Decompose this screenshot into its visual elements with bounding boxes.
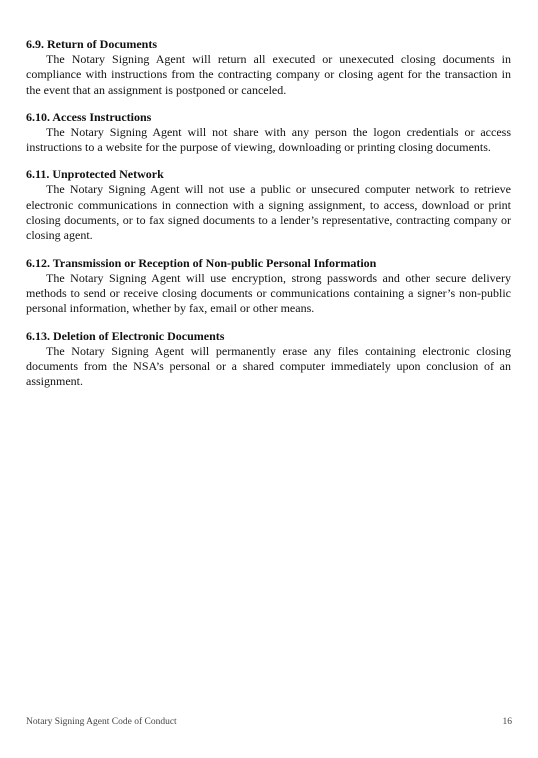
footer-title: Notary Signing Agent Code of Conduct (26, 717, 177, 727)
section-deletion-of-electronic-documents (26, 329, 511, 390)
section-heading: 6.9. Return of Documents (26, 37, 157, 51)
section-unprotected-network (26, 167, 511, 243)
section-body: The Notary Signing Agent will return all executed or unexecuted closing documents in compliance with instructions from the contracting company or closing agent for the transaction in the event that an assignment is postponed or canceled. (26, 52, 511, 97)
section-body: The Notary Signing Agent will permanently erase any files containing electronic closing documents from the NSA’s personal or a shared computer immediately upon conclusion of an assignment. (26, 343, 511, 389)
section-non-public-information (26, 256, 511, 317)
section-body: The Notary Signing Agent will use encryption, strong passwords and other secure delivery methods to send or receive closing documents or communications containing a signer’s non-public personal information, whether by fax, email or other means. (26, 270, 511, 316)
section-heading: 6.10. Access Instructions (26, 109, 152, 124)
section-heading: 6.11. Unprotected Network (26, 167, 164, 182)
section-heading: 6.12. Transmission or Reception of Non-public Personal Information (26, 255, 377, 270)
section-heading: 6.13. Deletion of Electronic Documents (26, 328, 225, 343)
section-body: The Notary Signing Agent will not share with any person the logon credentials or access instructions to a website for the purpose of viewing, downloading or printing closing documents. (26, 124, 511, 155)
section-body: The Notary Signing Agent will not use a public or unsecured computer network to retrieve electronic communications in connection with a signing assignment, to access, download or print closing documents, or to fax signed documents to a lender’s representative, contracting company or closing agent. (26, 182, 511, 243)
section-return-of-documents (26, 37, 511, 98)
section-access-instructions (26, 110, 511, 156)
page-number: 16 (502, 717, 512, 727)
page-footer (26, 716, 512, 728)
page-content (26, 37, 511, 401)
